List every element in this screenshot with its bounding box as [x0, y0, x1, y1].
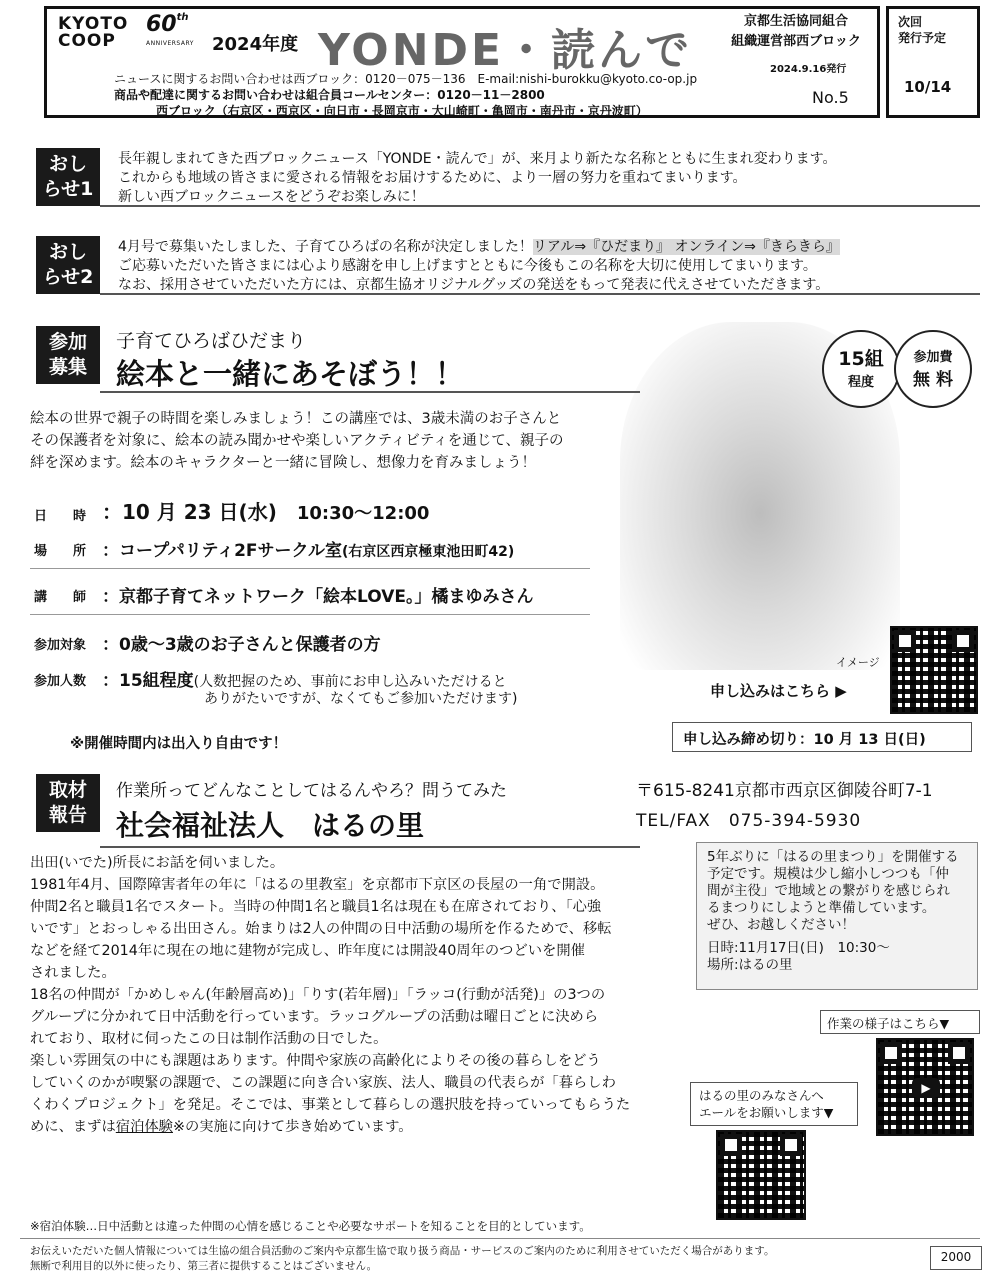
deadline-box: 申し込み締め切り：10 月 13 日(日) [672, 722, 972, 752]
place-value: ：コープパリティ2Fサークル室(右京区西京極東池田町42) [102, 541, 515, 561]
newsletter-title: YONDE・読んで [318, 25, 693, 76]
festival-box: 5年ぶりに「はるの里まつり」を開催する 予定です。規模は少し縮小しつつも「仲 間が主役」で地域との繋がりを感じられ るまつりにしようと準備しています。 ぜひ、お越しください！ 日時:11月17日(日) 10:30～ 場所:はるの里 [696, 842, 978, 990]
work-video-link[interactable]: 作業の様子はこちら▼ [820, 1010, 980, 1034]
cheer-qr-code[interactable] [716, 1130, 806, 1220]
publisher-org: 京都生活協同組合 組織運営部西ブロック [731, 14, 861, 49]
report-title: 社会福祉法人 はるの里 [116, 809, 425, 842]
privacy-notice: お伝えいただいた個人情報については生協の組合員活動のご案内や京都生協で取り扱う商品・サービスのご案内のために利用させていただく場合があります。 無断で利用目的以外に使ったり、第三者に提供することはございません。 [30, 1245, 775, 1272]
chosen-names-highlight: リアル⇒『ひだまり』 オンライン⇒『きらきら』 [532, 239, 840, 255]
fee-badge: 参加費 無 料 [894, 330, 972, 408]
count-label: 参加人数 [34, 674, 87, 689]
event-title: 絵本と一緒にあそぼう！！ [116, 357, 465, 391]
event-divider [30, 614, 590, 615]
notice1-line: 新しい西ブロックニュースをどうぞお楽しみに！ [118, 189, 425, 205]
target-label: 参加対象 [34, 638, 87, 653]
notice2-line: 4月号で募集いたしました、子育てひろばの名称が決定しました！リアル⇒『ひだまり』 オンライン⇒『きらきら』 [118, 239, 840, 255]
report-rule [100, 846, 640, 848]
notice1-tag: おし らせ1 [36, 148, 100, 206]
sixty-anniversary-mark: 60th [146, 12, 189, 37]
count-note: ありがたいですが、なくてもご参加いただけます) [204, 691, 518, 707]
event-subtitle: 子育てひろばひだまり [116, 330, 307, 352]
lecturer-label: 講 師 [34, 590, 87, 605]
fiscal-year: 2024年度 [212, 34, 299, 55]
work-video-qr-code[interactable] [876, 1038, 974, 1136]
date-value: ：10 月 23 日(水) 10:30～12:00 [102, 500, 430, 524]
report-subtitle: 作業所ってどんなことしてはるんやろ？問うてみた [116, 781, 507, 801]
apply-link[interactable]: 申し込みはこちら ▶ [710, 682, 847, 700]
anniversary-label: ANNIVERSARY [146, 40, 194, 47]
footer-rule [20, 1238, 980, 1239]
group-count-badge: 15組 程度 [822, 330, 900, 408]
image-caption: イメージ [836, 656, 880, 669]
report-footnote: ※宿泊体験…日中活動とは違った仲間の心情を感じることや必要なサポートを知ることを目的としています。 [30, 1219, 591, 1233]
report-body: 出田(いでた)所長にお話を伺いました。 1981年4月、国際障害者年の年に「はるの里教室」を京都市下京区の長屋の一角で開設。 仲間2名と職員1名でスタート。当時の仲間1名と職員1名は現在も在席されており、「心強 いです」とおっしゃる出田さん。始まりは2人の仲間の日中活動の場所を作るためで、移転 などを経て2014年に現在の地に建物が完成し、昨年度には開設40周年のつどいを開催 されました。 18名の仲間が「かめしゃん(年齢層高め)」「りす(若年層)」「ラッコ(行動が活発)」の3つの グループに分かれて日中活動を行っています。ラッコグループの活動は曜日ごとに決めら れており、取材に伺ったこの日は制作活動の日でした。 楽しい雰囲気の中にも課題はあります。仲間や家族の高齢化によりその後の暮らしをどう していくのかが喫緊の課題で、この課題に向き合い家族、法人、職員の代表らが「暮らしわ くわくプロジェクト」を発足。そこでは、事業として暮らしの選択肢を持っていってもらうた めに、まずは宿泊体験※の実施に向けて歩き始めています。 [30, 855, 631, 1135]
notice1-line: これからも地域の皆さまに愛される情報をお届けするために、より一層の努力を重ねてまいります。 [118, 170, 747, 186]
report-tel: TEL/FAX 075-394-5930 [636, 811, 862, 831]
event-qr-code[interactable] [890, 626, 978, 714]
print-count: 2000 [930, 1246, 982, 1270]
next-issue-label: 次回 発行予定 [898, 15, 947, 45]
event-tag: 参加 募集 [36, 326, 100, 384]
kyoto-coop-logo: KYOTO COOP [58, 14, 129, 51]
date-label: 日 時 [34, 509, 87, 524]
count-value: ：15組程度(人数把握のため、事前にお申し込みいただけると [102, 671, 507, 691]
block-area: 西ブロック（右京区・西京区・向日市・長岡京市・大山崎町・亀岡市・南丹市・京丹波町） [156, 104, 648, 118]
play-icon: ▶ [912, 1078, 940, 1098]
event-divider [30, 568, 590, 569]
cheer-message-link[interactable]: はるの里のみなさんへ エールをお願いします▼ [690, 1082, 858, 1126]
contact-product: 商品や配達に関するお問い合わせは組合員コールセンター：0120－11－2800 [114, 88, 545, 102]
target-value: ：0歳～3歳のお子さんと保護者の方 [102, 635, 381, 655]
free-entry-note: ※開催時間内は出入り自由です！ [70, 736, 288, 752]
notice2-line: ご応募いただいた皆さまには心より感謝を申し上げますとともに今後もこの名称を大切に使用してまいります。 [118, 258, 817, 274]
notice2-line: なお、採用させていただいた方には、京都生協オリジナルグッズの発送をもって発表に代えさせていただきます。 [118, 277, 830, 293]
next-issue-date: 10/14 [904, 78, 952, 96]
report-tag: 取材 報告 [36, 774, 100, 832]
issue-date: 2024.9.16発行 [770, 64, 847, 75]
place-label: 場 所 [34, 544, 87, 559]
notice2-tag: おし らせ2 [36, 236, 100, 294]
notice1-line: 長年親しまれてきた西ブロックニュース「YONDE・読んで」が、来月より新たな名称とともに生まれ変わります。 [118, 151, 837, 167]
issue-number: No.5 [812, 88, 849, 107]
contact-news: ニュースに関するお問い合わせは西ブロック：0120－075－136 E-mail:nishi-burokku@kyoto.co-op.jp [114, 72, 698, 86]
event-description: 絵本の世界で親子の時間を楽しみましょう！この講座では、3歳未満のお子さんと その保護者を対象に、絵本の読み聞かせや楽しいアクティビティを通じて、親子の 絆を深めます。絵本のキャラクターと一緒に冒険し、想像力を育みましょう！ [30, 411, 564, 471]
report-address: 〒615-8241京都市西京区御陵谷町7-1 [636, 781, 933, 801]
lecturer-value: ：京都子育てネットワーク「絵本LOVE。」橘まゆみさん [102, 587, 534, 607]
stay-experience-term: 宿泊体験 [115, 1119, 173, 1135]
